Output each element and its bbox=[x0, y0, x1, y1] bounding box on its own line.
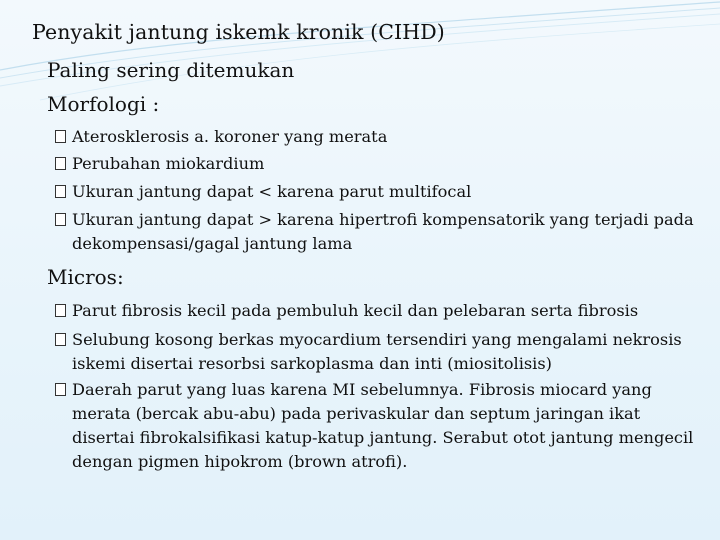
micros-heading: Micros: bbox=[47, 265, 124, 289]
list-item: Selubung kosong berkas myocardium tersendiri yang mengalami nekrosis iskemi disertai resorbsi sarkoplasma dan inti (miositolisis) bbox=[55, 328, 695, 376]
intro-line: Paling sering ditemukan bbox=[47, 58, 295, 82]
page-title: Penyakit jantung iskemk kronik (CIHD) bbox=[32, 20, 445, 44]
bullet-box-icon bbox=[55, 213, 66, 226]
bullet-box-icon bbox=[55, 157, 66, 170]
bullet-box-icon bbox=[55, 130, 66, 143]
list-item: Perubahan miokardium bbox=[55, 152, 695, 176]
list-item: Aterosklerosis a. koroner yang merata bbox=[55, 125, 695, 149]
list-item: Daerah parut yang luas karena MI sebelumnya. Fibrosis miocard yang merata (bercak abu-abu) pada perivaskular dan septum jaringan ikat disertai fibrokalsifikasi katup-katup jantung. Serabut otot jantung mengecil dengan pigmen hipokrom (brown atrofi). bbox=[55, 378, 695, 474]
bullet-box-icon bbox=[55, 185, 66, 198]
list-item: Ukuran jantung dapat > karena hipertrofi kompensatorik yang terjadi pada dekompensasi/gagal jantung lama bbox=[55, 208, 695, 256]
list-item: Parut fibrosis kecil pada pembuluh kecil dan pelebaran serta fibrosis bbox=[55, 299, 695, 323]
morfologi-heading: Morfologi : bbox=[47, 92, 160, 116]
bullet-box-icon bbox=[55, 304, 66, 317]
bullet-box-icon bbox=[55, 333, 66, 346]
bullet-box-icon bbox=[55, 383, 66, 396]
list-item: Ukuran jantung dapat < karena parut multifocal bbox=[55, 180, 695, 204]
